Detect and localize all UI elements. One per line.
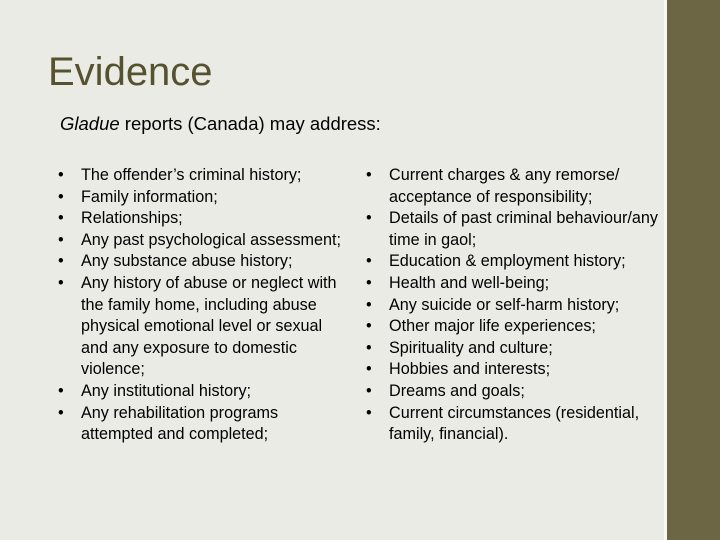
list-item: • Any past psychological assessment; (58, 230, 348, 252)
list-item: • Details of past criminal behaviour/any time in gaol; (366, 208, 662, 251)
list-item: • Any institutional history; (58, 381, 348, 403)
list-item: • Any substance abuse history; (58, 251, 348, 273)
list-item: • Any suicide or self-harm history; (366, 295, 662, 317)
list-item: • Dreams and goals; (366, 381, 662, 403)
slide-subtitle (60, 112, 381, 136)
list-item: • Education & employment history; (366, 251, 662, 273)
list-item: • Hobbies and interests; (366, 359, 662, 381)
list-item: • Relationships; (58, 208, 348, 230)
list-item: • Current circumstances (residential, family, financial). (366, 403, 662, 446)
list-item: • The offender’s criminal history; (58, 165, 348, 187)
subtitle-rest: reports (Canada) may address: (119, 113, 381, 134)
slide-title: Evidence (48, 50, 213, 94)
list-item: • Health and well-being; (366, 273, 662, 295)
list-item: • Any history of abuse or neglect with the family home, including abuse physical emotional level or sexual and any exposure to domestic violence; (58, 273, 348, 381)
list-item: • Family information; (58, 187, 348, 209)
subtitle-italic: Gladue (60, 113, 120, 134)
right-bullet-list (366, 165, 662, 446)
list-item: • Current charges & any remorse/ acceptance of responsibility; (366, 165, 662, 208)
left-bullet-list (58, 165, 348, 446)
list-item: • Any rehabilitation programs attempted and completed; (58, 403, 348, 446)
list-item: • Other major life experiences; (366, 316, 662, 338)
list-item: • Spirituality and culture; (366, 338, 662, 360)
decorative-sidebar (667, 0, 720, 540)
